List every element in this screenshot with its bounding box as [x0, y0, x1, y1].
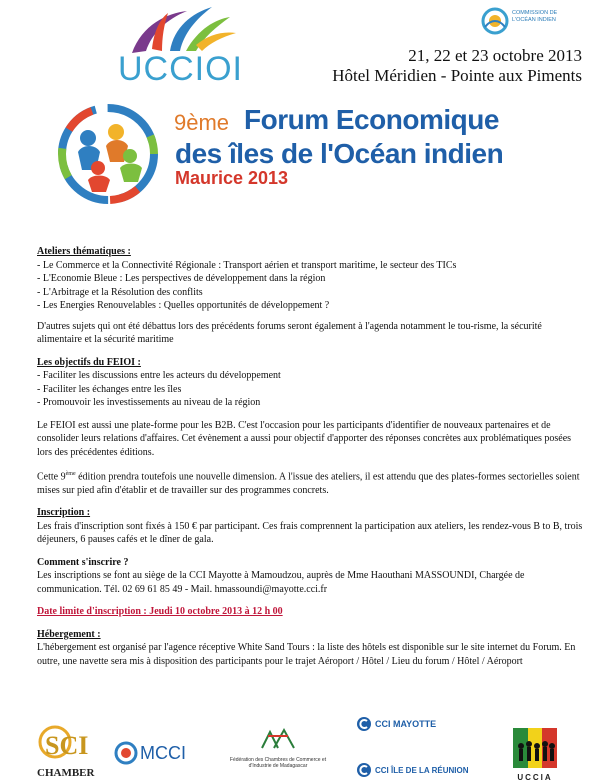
- cci-reunion-icon: [356, 762, 372, 778]
- list-item: - Le Commerce et la Connectivité Régionale : Transport aérien et transport maritime, le secteur des TICs: [37, 259, 457, 271]
- inscription-title: Inscription :: [37, 507, 91, 519]
- deadline-notice: Date limite d'inscription : Jeudi 10 octobre 2013 à 12 h 00: [37, 606, 283, 618]
- forum-year: Maurice 2013: [175, 168, 289, 188]
- list-item: - Les Energies Renouvelables : Quelles opportunités de développement ?: [37, 300, 330, 311]
- list-item: - Faciliter les échanges entre les îles: [37, 383, 182, 395]
- ccim-caption: Fédération des Chambres de Commerce et d'Industrie de Madagascar: [229, 757, 327, 769]
- objectifs-list: [37, 369, 585, 410]
- edition-text-end: édition prendra toutefois une nouvelle dimension. A l'issue des ateliers, il est attendu que des plates-formes sectorielles soient mises sur pied afin d'établir et de travailler sur des programmes concrets.: [37, 471, 580, 496]
- mcci-label: MCCI: [140, 742, 186, 763]
- event-dates-venue: [332, 46, 582, 86]
- document-body: [37, 245, 585, 668]
- hebergement-text: L'hébergement est organisé par l'agence réceptive White Sand Tours : la liste des hôtels est disponible sur le site internet du Forum. En outre, une navette sera mis à disposition des participants pour le trajet Aéroport / Hôtel / Lieu du forum / Hôtel / Aéroport: [37, 642, 576, 667]
- uccia-logo-icon: [513, 728, 557, 768]
- sci-chamber-logo: [37, 724, 97, 780]
- list-item: - L'Arbitrage et la Résolution des conflits: [37, 286, 203, 298]
- sci-logo-icon: [37, 724, 97, 760]
- forum-edition: 9ème: [174, 110, 230, 135]
- list-item: - Faciliter les discussions entre les acteurs du développement: [37, 370, 281, 381]
- inscription-text: Les frais d'inscription sont fixés à 150 € par participant. Ces frais comprennent la participation aux ateliers, les rendez-vous B to B, trois déjeuners, 6 pauses cafés et le dîner de gala.: [37, 520, 583, 546]
- edition-text-start: Cette 9: [37, 471, 66, 483]
- event-venue: Hôtel Méridien - Pointe aux Piments: [332, 66, 582, 85]
- forum-subtitle: des îles de l'Océan indien: [175, 138, 504, 169]
- cci-mayotte-icon: [356, 716, 372, 732]
- edition-paragraph: [37, 468, 585, 497]
- ccim-logo-icon: [258, 726, 298, 752]
- mcci-logo-icon: [114, 741, 138, 765]
- objectifs-title: Les objectifs du FEIOI :: [37, 356, 141, 368]
- forum-title: Forum Economique: [244, 104, 499, 135]
- chamber-label: CHAMBER: [37, 767, 95, 779]
- uccia-logo: [513, 728, 557, 782]
- cci-mayotte-label: CCI MAYOTTE: [375, 719, 437, 729]
- list-item: - Promouvoir les investissements au niveau de la région: [37, 397, 261, 408]
- ccim-logo: [218, 726, 338, 778]
- list-item: - L'Economie Bleue : Les perspectives de développement dans la région: [37, 273, 326, 284]
- cci-reunion-label: CCI ÎLE DE LA RÉUNION: [375, 765, 469, 775]
- uccioi-wordmark: UCCIOI: [118, 50, 243, 88]
- ateliers-note: D'autres sujets qui ont été débattus lors des précédents forums seront également à l'agenda notamment le tou-risme, la sécurité alimentaire et la sécurité maritime: [37, 320, 542, 345]
- coi-logo-icon: [481, 7, 509, 35]
- cci-mayotte-logo: [356, 714, 476, 734]
- event-dates: 21, 22 et 23 octobre 2013: [408, 46, 582, 65]
- ateliers-list: [37, 259, 585, 313]
- cci-reunion-logo: [356, 760, 496, 780]
- hebergement-title: Hébergement :: [37, 628, 101, 640]
- coi-logo-text: COMMISSION DE L'OCÉAN INDIEN: [512, 10, 558, 23]
- sci-letters: SCI: [45, 731, 89, 760]
- b2b-paragraph: Le FEIOI est aussi une plate-forme pour les B2B. C'est l'occasion pour les participants d'identifier de nouveaux partenaires et de consolider leurs relations d'affaires. Cet évènement a aussi pour objectif d'apporter des réponses concrètes aux problématiques posées lors des précédentes éditions.: [37, 419, 572, 458]
- ateliers-title: Ateliers thématiques :: [37, 246, 131, 257]
- uccia-label: UCCIA: [517, 773, 553, 782]
- mcci-logo: [114, 738, 196, 768]
- comment-text: Les inscriptions se font au siège de la CCI Mayotte à Mamoudzou, auprès de Mme Haouthani MASSOUNDI, Chargée de communication. Tél. 02 69 61 85 49 - Mail. hmassoundi@mayotte.cci.fr: [37, 570, 525, 595]
- forum-logo-icon: [52, 98, 164, 210]
- comment-title: Comment s'inscrire ?: [37, 556, 129, 568]
- edition-superscript: ème: [65, 471, 76, 477]
